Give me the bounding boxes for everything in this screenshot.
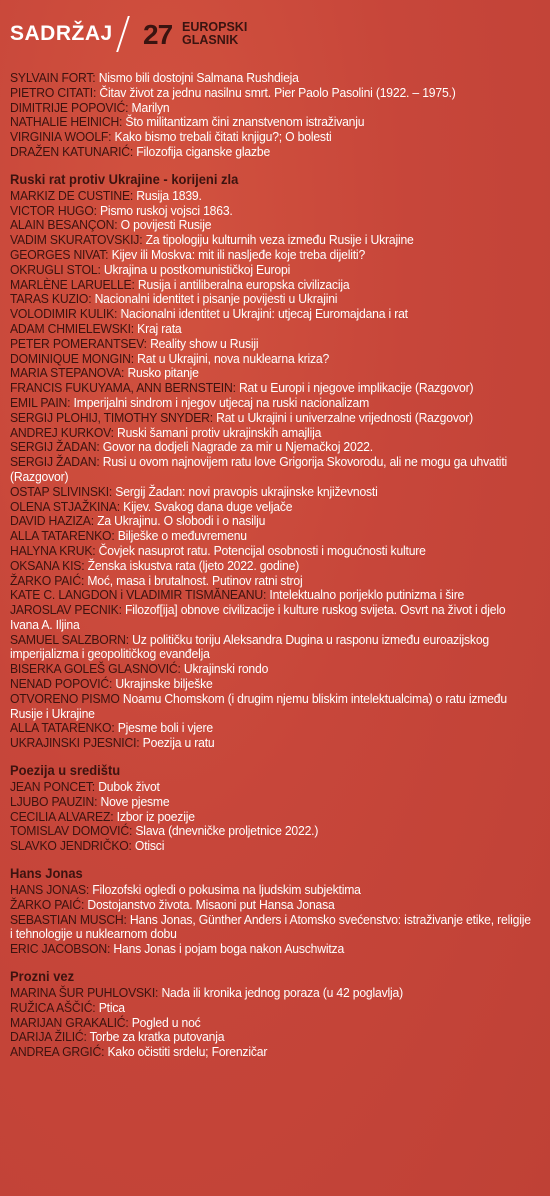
entry-author: SAMUEL SALZBORN: [10,632,129,647]
entry-author: FRANCIS FUKUYAMA, ANN BERNSTEIN: [10,381,236,396]
entry-title: Sergij Žadan: novi pravopis ukrajinske književnosti [112,484,378,499]
entry-title: Rusko pitanje [124,366,199,381]
sections [10,172,542,1060]
entry-author: DIMITRIJE POPOVIĆ: [10,100,129,115]
entry-title: Pogled u noć [128,1015,201,1030]
section-title: Ruski rat protiv Ukrajine - korijeni zla [10,171,239,187]
entry-author: ANDREJ KURKOV: [10,425,114,440]
toc-entry [10,883,521,898]
toc-entry [10,780,521,795]
entry-author: TOMISLAV DOMOVIĆ: [10,824,133,839]
toc-entry [10,278,521,293]
entry-author: TARAS KUZIO: [10,292,92,307]
toc-entry [10,455,536,485]
toc-entry [10,292,521,307]
entry-author: RUŽICA AŠČIĆ: [10,1000,96,1015]
entry-title: Za Ukrajinu. O slobodi i o nasilju [93,514,266,529]
entry-title: Pjesme boli i vjere [114,721,213,736]
entry-title: Rat u Europi i njegove implikacije (Razgovor) [235,381,474,396]
entry-author: DRAŽEN KATUNARIĆ: [10,144,134,159]
entry-author: OKSANA KIS: [10,558,85,573]
entry-title: Ptica [95,1000,125,1015]
entry-title: Kako bismo trebali čitati knjigu?; O bolesti [111,130,332,145]
entry-author: ŽARKO PAIĆ: [10,897,85,912]
entry-title: Dubok život [95,780,160,795]
toc-entry [10,544,521,559]
page-header [10,16,540,56]
toc-entry [10,500,521,515]
toc-entry [10,218,521,233]
entry-title: Filozofski ogledi o pokusima na ljudskim subjektima [89,883,361,898]
entry-title: Ukrajinski rondo [180,662,269,677]
entry-title: Uz političku toriju Aleksandra Dugina u rasponu između euroazijskog imperijalizma i geopolitičkog evanđelja [10,632,489,662]
entry-title: Govor na dodjeli Nagrade za mir u Njemačkoj 2022. [99,440,373,455]
entry-author: DARIJA ŽILIĆ: [10,1030,87,1045]
entry-author: BISERKA GOLEŠ GLASNOVIĆ: [10,662,181,677]
entry-author: HANS JONAS: [10,883,90,898]
entry-title: Rusija i antiliberalna europska civilizacija [134,277,350,292]
entry-title: Nismo bili dostojni Salmana Rushdieja [95,71,299,85]
entry-author: SERGIJ ŽADAN: [10,455,100,470]
section-title: Prozni vez [10,969,75,985]
toc-entry [10,101,521,116]
entry-author: VIRGINIA WOOLF: [10,130,112,145]
toc-entry [10,588,521,603]
entry-author: KATE C. LANGDON i VLADIMIR TISMĂNEANU: [10,588,267,603]
entry-author: VICTOR HUGO: [10,203,97,218]
entry-author: OKRUGLI STOL: [10,262,101,277]
toc-entry [10,692,536,722]
toc-entry [10,1016,521,1031]
entry-title: Reality show u Rusiji [146,336,259,351]
entry-author: SERGIJ ŽADAN: [10,440,100,455]
entry-author: ANDREA GRGIĆ: [10,1045,105,1060]
entry-author: UKRAJINSKI PJESNICI: [10,736,140,751]
toc-entry [10,189,521,204]
toc-entry [10,381,521,396]
entry-author: DAVID HAZIZA: [10,514,94,529]
entry-title: Dostojanstvo života. Misaoni put Hansa Jonasa [84,897,335,912]
entry-title: Čovjek nasuprot ratu. Potencijal osobnosti i mogućnosti kulture [95,543,426,558]
toc-entry [10,71,521,86]
toc-entry [10,986,521,1001]
title-divider [116,16,130,52]
entry-author: OSTAP SLIVINSKI: [10,484,113,499]
entry-author: SEBASTIAN MUSCH: [10,912,127,927]
entry-title: Pismo ruskoj vojsci 1863. [96,203,233,218]
entry-author: NATHALIE HEINICH: [10,115,123,130]
entry-author: SYLVAIN FORT: [10,71,96,85]
toc-entry [10,145,521,160]
entry-author: OLENA STJAŽKINA: [10,499,120,514]
entry-author: CECILIA ALVAREZ: [10,809,114,824]
entry-author: VADIM SKURATOVSKIJ: [10,233,143,248]
toc-entry [10,263,521,278]
entry-author: EMIL PAIN: [10,395,71,410]
entry-title: Nove pjesme [97,794,170,809]
magazine-logo [182,21,247,47]
entry-title: Kraj rata [133,321,182,336]
section-title: Poezija u središtu [10,763,121,779]
entry-title: O povijesti Rusije [117,218,212,233]
entry-author: MARKIZ DE CUSTINE: [10,188,134,203]
logo-line-1: EUROPSKI [182,20,248,34]
entry-title: Ukrajinske bilješke [112,677,213,692]
entry-title: Otisci [131,839,165,854]
toc-entry [10,248,521,263]
entry-title: Rusija 1839. [133,188,202,203]
toc-entry [10,233,521,248]
entry-title: Rat u Ukrajini, nova nuklearna kriza? [133,351,330,366]
entry-author: ADAM CHMIELEWSKI: [10,321,134,336]
toc-entry [10,352,521,367]
entry-author: ERIC JACOBSON: [10,942,111,957]
entry-title: Torbe za kratka putovanja [86,1030,225,1045]
toc-section [10,172,542,751]
entry-author: ALLA TATARENKO: [10,721,115,736]
entry-title: Ruski šamani protiv ukrajinskih amajlija [113,425,322,440]
entry-author: LJUBO PAUZIN: [10,794,98,809]
page-title: SADRŽAJ [10,22,113,45]
entry-title: Rusi u ovom najnovijem ratu love Grigorija Skovorodu, ali ne mogu ga uhvatiti (Razgovor) [10,455,508,484]
entry-title: Ženska iskustva rata (ljeto 2022. godine) [84,558,300,573]
toc-entry [10,559,521,574]
toc-entry [10,366,521,381]
toc-entry [10,86,521,101]
entry-author: NENAD POPOVIĆ: [10,677,113,692]
toc-section [10,763,542,854]
toc-entry [10,204,521,219]
entry-author: MARINA ŠUR PUHLOVSKI: [10,986,159,1001]
entry-author: MARLÈNE LARUELLE: [10,277,135,292]
entry-title: Izbor iz poezije [113,809,195,824]
entry-title: Poezija u ratu [139,736,215,751]
entry-title: Moć, masa i brutalnost. Putinov ratni stroj [84,573,303,588]
entry-title: Marilyn [128,100,170,115]
toc-entry [10,898,521,913]
entry-title: Za tipologiju kulturnih veza između Rusije i Ukrajine [142,233,414,248]
entry-author: MARIA STEPANOVA: [10,366,125,381]
toc-entry [10,514,521,529]
entry-author: PETER POMERANTSEV: [10,336,147,351]
toc-entry [10,130,521,145]
entry-author: SERGIJ PLOHIJ, TIMOTHY SNYDER: [10,410,213,425]
toc-entry [10,396,521,411]
entry-author: OTVORENO PISMO [10,691,120,706]
entry-title: Hans Jonas, Günther Anders i Atomsko svećenstvo: istraživanje etike, religije i tehnologije u nuklearnom dobu [10,912,531,942]
toc-entry [10,337,521,352]
toc-entry [10,307,521,322]
toc-entry [10,662,521,677]
entry-title: Rat u Ukrajini i univerzalne vrijednosti (Razgovor) [212,410,474,425]
entry-title: Nacionalni identitet u Ukrajini: utjecaj Euromajdana i rat [117,307,408,322]
intro-list [10,71,542,160]
entry-title: Nacionalni identitet i pisanje povijesti u Ukrajini [91,292,338,307]
section-title: Hans Jonas [10,866,83,882]
toc-entry [10,529,521,544]
toc-entry [10,440,521,455]
entry-author: SLAVKO JENDRIČKO: [10,839,132,854]
entry-title: Filozof[ija] obnove civilizacije i kulture ruskog svijeta. Osvrt na život i djelo Ivana A. Iljina [10,603,506,632]
toc-section [10,866,542,957]
toc-entry [10,322,521,337]
table-of-contents [10,71,542,1060]
toc-entry [10,633,536,663]
toc-entry [10,736,521,751]
entry-title: Što militantizam čini znanstvenom istraživanju [122,115,365,130]
toc-entry [10,485,521,500]
entry-author: ALLA TATARENKO: [10,529,115,544]
toc-entry [10,795,521,810]
toc-section [10,969,542,1060]
entry-author: DOMINIQUE MONGIN: [10,351,134,366]
toc-entry [10,1001,521,1016]
toc-entry [10,115,521,130]
entry-author: PIETRO CITATI: [10,85,97,100]
entry-title: Filozofija ciganske glazbe [133,144,271,159]
toc-entry [10,677,521,692]
entry-title: Čitav život za jednu nasilnu smrt. Pier Paolo Pasolini (1922. – 1975.) [96,85,456,100]
toc-entry [10,839,521,854]
toc-entry [10,603,536,633]
entry-title: Kako očistiti srdelu; Forenzičar [104,1045,268,1060]
toc-entry [10,574,521,589]
entry-title: Ukrajina u postkomunističkoj Europi [100,262,291,277]
entry-title: Kijev. Svakog dana duge veljače [119,499,293,514]
entry-title: Intelektualno porijeklo putinizma i šire [266,588,465,603]
entry-title: Bilješke o međuvremenu [114,529,247,544]
toc-entry [10,942,521,957]
entry-title: Hans Jonas i pojam boga nakon Auschwitza [110,942,345,957]
toc-entry [10,913,536,943]
toc-entry [10,411,521,426]
toc-entry [10,426,521,441]
toc-entry [10,1045,521,1060]
toc-entry [10,721,521,736]
toc-entry [10,810,521,825]
entry-author: VOLODIMIR KULIK: [10,307,118,322]
entry-author: GEORGES NIVAT: [10,247,109,262]
entry-title: Noamu Chomskom (i drugim njemu bliskim intelektualcima) o ratu između Rusije i Ukrajine [10,691,507,721]
entry-title: Nada ili kronika jednog poraza (u 42 poglavlja) [158,986,403,1001]
entry-title: Slava (dnevničke proljetnice 2022.) [132,824,319,839]
entry-author: ALAIN BESANÇON: [10,218,118,233]
entry-author: JEAN PONCET: [10,780,96,795]
entry-author: ŽARKO PAIĆ: [10,573,85,588]
toc-entry [10,1030,521,1045]
entry-title: Imperijalni sindrom i njegov utjecaj na ruski nacionalizam [70,395,370,410]
logo-line-2: GLASNIK [182,33,239,47]
entry-author: JAROSLAV PECNIK: [10,603,122,618]
entry-author: MARIJAN GRAKALIĆ: [10,1015,129,1030]
issue-number: 27 [143,19,173,50]
entry-author: HALYNA KRUK: [10,543,96,558]
entry-title: Kijev ili Moskva: mit ili nasljeđe koje treba dijeliti? [108,247,366,262]
toc-entry [10,824,521,839]
